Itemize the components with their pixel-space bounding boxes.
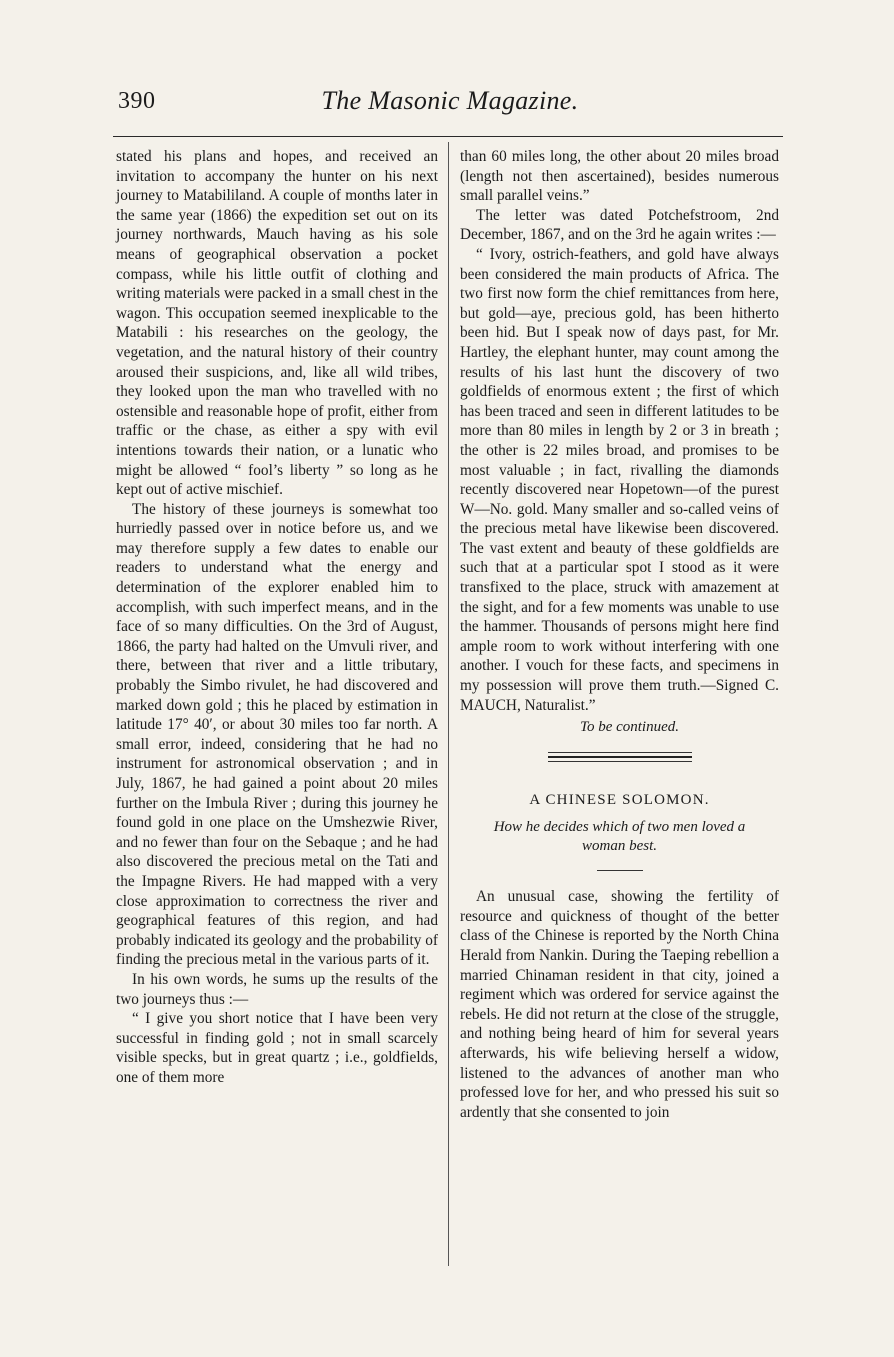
column-divider — [448, 142, 449, 1266]
running-title: The Masonic Magazine. — [321, 86, 579, 115]
paragraph: The letter was dated Potchefstroom, 2nd December, 1867, and on the 3rd he again writes :— — [460, 206, 779, 244]
section-rule — [548, 752, 692, 753]
title-rule — [597, 870, 643, 871]
paragraph: stated his plans and hopes, and received an invitation to accompany the hunter on his next journey to Matabililand. A couple of months later in the same year (1866) the expedition set out on its journey northwards, Mauch having as his sole means of geographical observation a pocket compass, while his little outfit of clothing and writing materials were packed in a small chest in the wagon. This occupation seemed inexplicable to the Matabili : his researches on the geology, the vegetation, and the natural history of their country aroused their suspicions, and, like all wild tribes, they looked upon the man who travelled with no ostensible and reasonable hope of profit, either from traffic or the chase, as either a spy with evil intentions towards their nation, or a lunatic who might be allowed “ fool’s liberty ” so long as he kept out of active mischief. — [116, 148, 438, 499]
paragraph: The history of these journeys is somewhat too hurriedly passed over in notice before us, and we may therefore supply a few dates to enable our readers to understand what the energy and determination of the explorer enabled him to accomplish, with such imperfect means, and in the face of so many difficulties. On the 3rd of August, 1866, the party had halted on the Umvuli river, and there, between that river and a little tributary, probably the Simbo rivulet, he had discovered and marked down gold ; this he placed by estimation in latitude 17° 40′, or about 30 miles too far north. A small error, indeed, considering that he had no instrument for astronomical observation ; and in July, 1867, he had gained a point about 20 miles further on the Imbula River ; during this journey he found gold in one place on the Umshezwie River, and no fewer than four on the Sebaque ; and he had also discovered the precious metal on the Tati and the Impagne Rivers. He had mapped with a very close approximation to correctness the river and geographical features of this region, and had probably indicated its geology and the probability of finding the precious metal in the various parts of it. — [116, 500, 438, 969]
header-rule — [113, 136, 783, 137]
paragraph: “ Ivory, ostrich-feathers, and gold have always been considered the main products of Africa. The two first now form the chief remittances from here, but gold—aye, precious gold, has been hitherto been hid. But I speak now of days past, for Mr. Hartley, the elephant hunter, may count among the results of his last hunt the discovery of two goldfields of enormous extent ; the first of which has been traced and seen in different latitudes to be more than 80 miles in length by 2 or 3 in breath ; the other is 22 miles broad, and promises to be most valuable ; in fact, rivalling the diamonds recently discovered near Hopetown—of the purest W—No. gold. Many smaller and so-called veins of the precious metal have likewise been discovered. The vast extent and beauty of these goldfields are such that at a particular spot I stood as it were transfixed to the place, struck with amazement at the sight, and for a few moments was unable to use the hammer. Thousands of persons might here find ample room to work without interfering with one another. I vouch for these facts, and specimens in my possession will prove them truth.—Signed C. MAUCH, Naturalist.” — [460, 245, 779, 714]
to-be-continued: To be continued. — [579, 719, 680, 736]
right-column — [460, 147, 779, 1122]
section-rule — [548, 761, 692, 762]
paragraph: “ I give you short notice that I have been very successful in finding gold ; not in small scarcely visible specks, but in great quartz ; i.e., goldfields, one of them more — [116, 1010, 438, 1086]
paragraph: An unusual case, showing the fertility of resource and quickness of thought of the better class of the Chinese is reported by the North China Herald from Nankin. During the Taeping rebellion a married Chinaman resident in that city, joined a regiment which was ordered for service against the rebels. He did not return at the close of the struggle, and nothing being heard of him for several years afterwards, his wife believing herself a widow, listened to the advances of another man who professed love for her, and who pressed his suit so ardently that she consented to join — [460, 888, 779, 1121]
section-rule — [548, 756, 692, 758]
page-number: 390 — [118, 88, 156, 114]
article-title: A CHINESE SOLOMON. — [529, 792, 710, 809]
left-column — [116, 147, 438, 1088]
paragraph: In his own words, he sums up the results of the two journeys thus :— — [116, 970, 438, 1008]
article-subtitle: How he decides which of two men loved a woman best. — [493, 819, 746, 855]
paragraph: than 60 miles long, the other about 20 miles broad (length not then ascertained), besides numerous small parallel veins.” — [460, 148, 779, 205]
page-header — [118, 84, 782, 124]
